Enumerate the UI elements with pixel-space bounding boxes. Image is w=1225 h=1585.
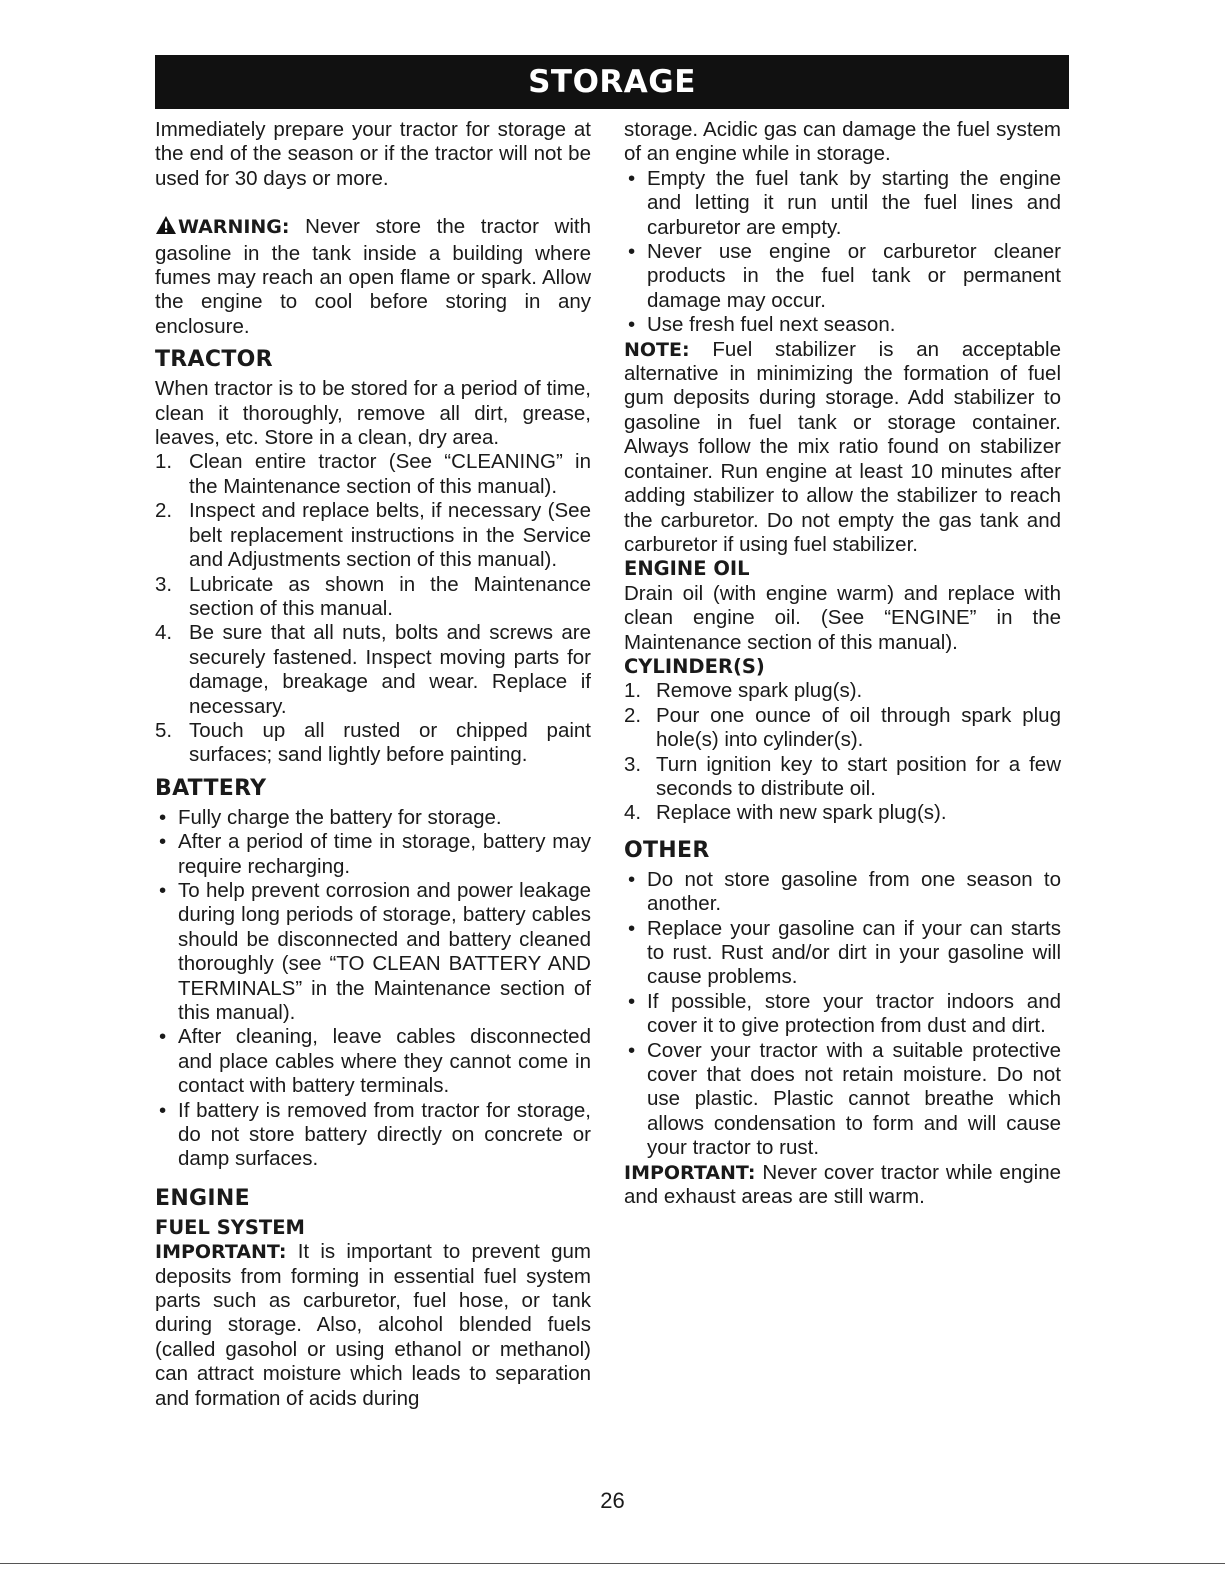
list-item: • Use fresh fuel next season.	[628, 313, 896, 337]
list-item: • To help prevent corrosion and power leakage during long periods of storage, battery cables should be disconnected and battery cleaned thoroughly (see “TO CLEAN BATTERY AND TERMINALS” in the Maintenance section of this manual).	[159, 878, 591, 1024]
battery-bullet-list	[155, 806, 591, 1172]
list-item: • Replace your gasoline can if your can starts to rust. Rust and/or dirt in your gasoline will cause problems.	[628, 916, 1061, 989]
fuel-continued-paragraph: storage. Acidic gas can damage the fuel system of an engine while in storage.	[624, 118, 1061, 166]
warning-label: WARNING:	[178, 216, 290, 239]
cylinders-heading: CYLINDER(S)	[624, 654, 765, 678]
tractor-heading: TRACTOR	[155, 347, 273, 373]
battery-heading: BATTERY	[155, 775, 267, 801]
other-important-paragraph: IMPORTANT: Never cover tractor while engine and exhaust areas are still warm.	[624, 1160, 1061, 1209]
cylinder-steps-list	[624, 679, 1061, 825]
list-item: 2. Inspect and replace belts, if necessary (See belt replacement instructions in the Service and Adjustments section of this manual).	[155, 499, 591, 572]
other-bullet-list	[624, 868, 1061, 1161]
page-number: 26	[600, 1488, 625, 1513]
list-item: • If battery is removed from tractor for storage, do not store battery directly on concrete or damp surfaces.	[159, 1098, 591, 1171]
list-item: • After a period of time in storage, battery may require recharging.	[159, 830, 591, 878]
list-item: • Fully charge the battery for storage.	[159, 805, 502, 829]
page-title: STORAGE	[528, 64, 696, 100]
tractor-steps-list	[155, 450, 591, 767]
list-item: • Do not store gasoline from one season to another.	[628, 867, 1061, 916]
important-label: IMPORTANT:	[624, 1161, 756, 1184]
list-item: 1. Clean entire tractor (See “CLEANING” in the Maintenance section of this manual).	[155, 450, 591, 498]
list-item: 4. Be sure that all nuts, bolts and screws are securely fastened. Inspect moving parts for damage, breakage and wear. Replace if necessary.	[155, 621, 591, 718]
list-item: 1. Remove spark plug(s).	[624, 679, 863, 703]
important-label: IMPORTANT:	[155, 1241, 287, 1264]
note-paragraph: NOTE: Fuel stabilizer is an acceptable alternative in minimizing the formation of fuel gum deposits during storage. Add stabilizer to gasoline in fuel tank or storage container. Always follow the mix ratio found on stabilizer container. Run engine at least 10 minutes after adding stabilizer to allow the stabilizer to reach the carburetor. Do not empty the gas tank and carburetor if using fuel stabilizer.	[624, 337, 1061, 556]
fuel-system-heading: FUEL SYSTEM	[155, 1215, 305, 1239]
bottom-divider	[0, 1563, 1225, 1564]
list-item: 3. Lubricate as shown in the Maintenance section of this manual.	[155, 572, 591, 620]
list-item: • Empty the fuel tank by starting the engine and letting it run until the fuel lines and carburetor are empty.	[628, 166, 1061, 239]
left-column	[155, 118, 591, 1411]
other-heading: OTHER	[624, 837, 710, 863]
engine-heading: ENGINE	[155, 1185, 250, 1211]
list-item: • Never use engine or carburetor cleaner products in the fuel tank or permanent damage may occur.	[628, 240, 1061, 312]
engine-oil-paragraph: Drain oil (with engine warm) and replace with clean engine oil. (See “ENGINE” in the Maintenance section of this manual).	[624, 581, 1061, 654]
list-item: 4. Replace with new spark plug(s).	[624, 801, 947, 825]
warning-triangle-icon	[155, 215, 177, 241]
tractor-intro: When tractor is to be stored for a period of time, clean it thoroughly, remove all dirt, grease, leaves, etc. Store in a clean, dry area.	[155, 377, 591, 450]
list-item: 3. Turn ignition key to start position for a few seconds to distribute oil.	[624, 752, 1061, 800]
warning-text: Never store the tractor with gasoline in the tank inside a building where fumes may reach an open flame or spark. Allow the engine to cool before storing in any enclosure.	[155, 215, 591, 338]
intro-paragraph: Immediately prepare your tractor for storage at the end of the season or if the tractor will not be used for 30 days or more.	[155, 118, 591, 190]
fuel-bullet-list	[624, 167, 1061, 338]
engine-oil-heading: ENGINE OIL	[624, 557, 750, 581]
section-title-banner	[155, 55, 1069, 109]
list-item: 2. Pour one ounce of oil through spark plug hole(s) into cylinder(s).	[624, 703, 1061, 752]
list-item: • If possible, store your tractor indoors and cover it to give protection from dust and dirt.	[628, 989, 1061, 1038]
list-item: • After cleaning, leave cables disconnected and place cables where they cannot come in contact with battery terminals.	[159, 1025, 591, 1098]
right-column	[624, 118, 1061, 1209]
list-item: • Cover your tractor with a suitable protective cover that does not retain moisture. Do not use plastic. Plastic cannot breathe which allows condensation to form and will cause your tractor to rust.	[628, 1038, 1061, 1160]
fuel-important-paragraph: IMPORTANT: It is important to prevent gum deposits from forming in essential fuel system parts such as carburetor, fuel hose, or tank during storage. Also, alcohol blended fuels (called gasohol or using ethanol or methanol) can attract moisture which leads to separation and formation of acids during	[155, 1240, 591, 1410]
warning-paragraph	[155, 215, 591, 339]
list-item: 5. Touch up all rusted or chipped paint surfaces; sand lightly before painting.	[155, 718, 591, 767]
note-label: NOTE:	[624, 338, 690, 361]
